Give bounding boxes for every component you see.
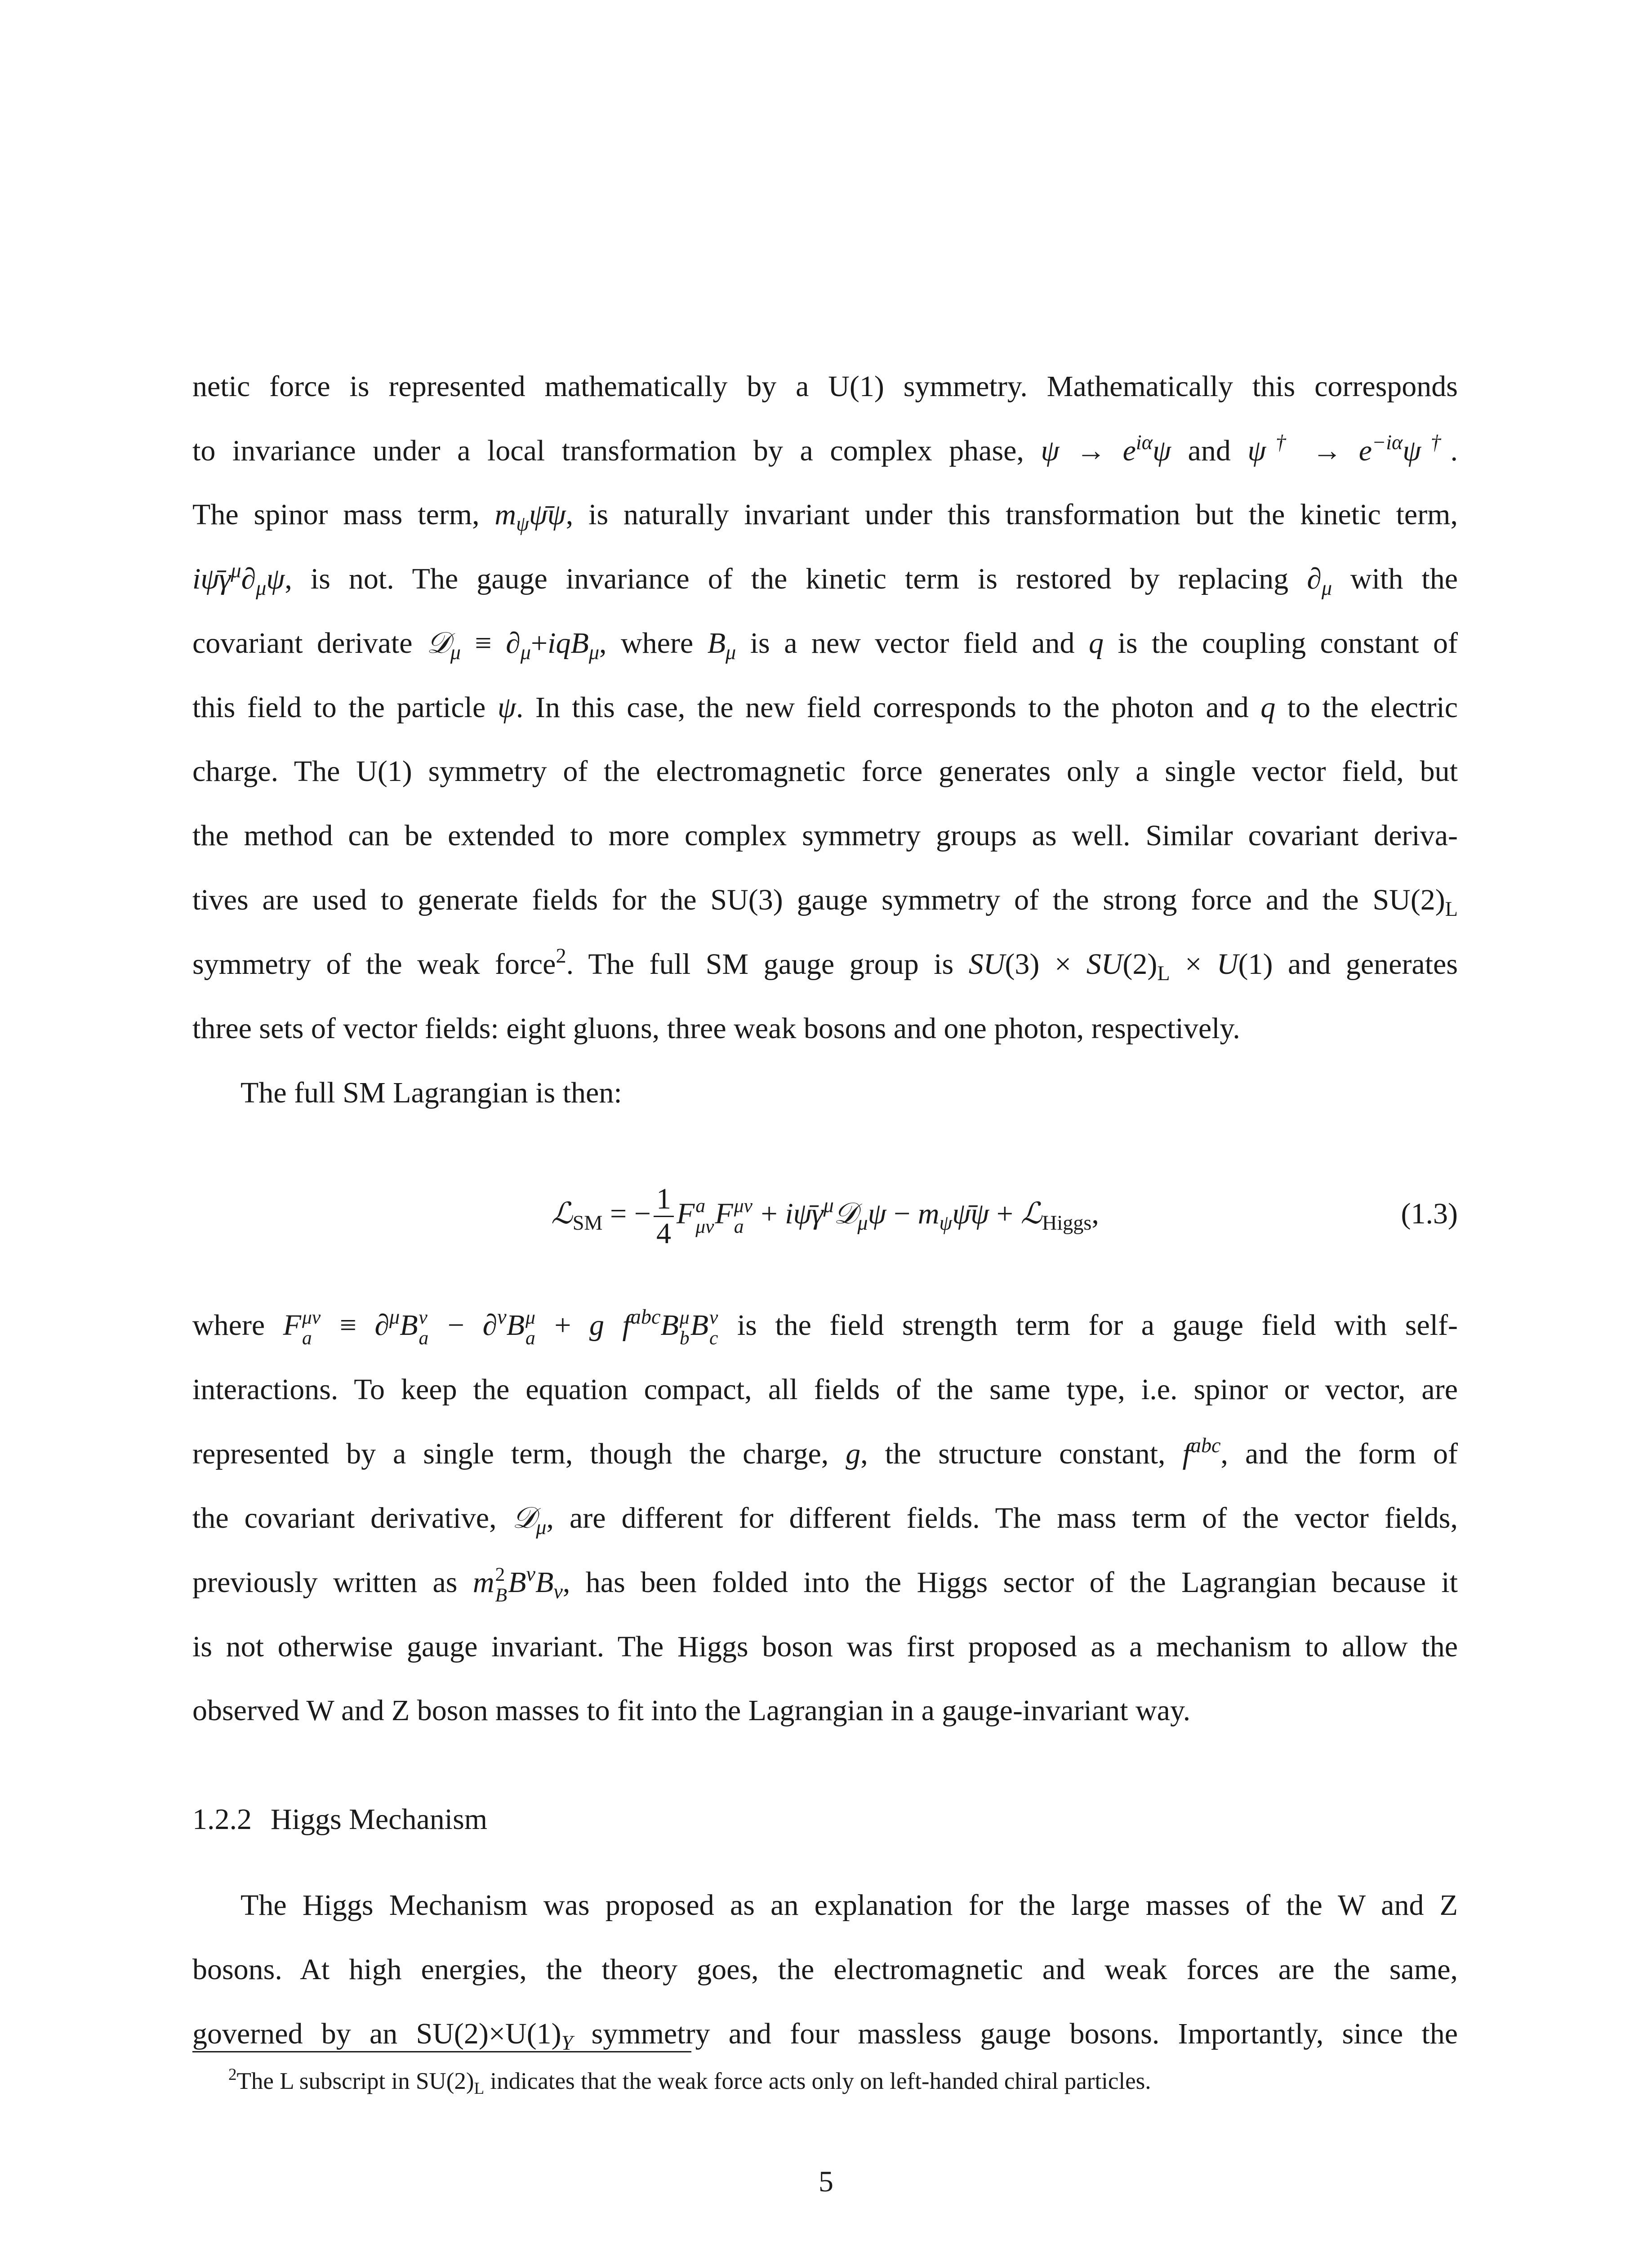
page-number: 5 [819,2165,833,2198]
text-line: represented by a single term, though the charge, g, the structure constant, $f^{abc}$, and the form of [192,1433,1458,1470]
text-line: The full SM Lagrangian is then: [240,1076,622,1109]
text-line: symmetry of the weak force$^2$. The full SM gauge group is $SU(3) \times SU(2)_L \times U(1)$ and generates [192,944,1458,985]
text-line: charge. The U(1) symmetry of the electromagnetic force generates only a single vector field, but [192,755,1458,788]
footnote-marker: 2 [228,2065,237,2084]
text-line: where F μν a ≡ ∂$^\mu$B ν a − ∂$^\nu$B μ a + g $f^{abc}B$ μ b B ν c is the field strength term for a gauge field with self- [192,1305,1458,1349]
footnote: $^2$The L subscript in $SU(2)_L$ indicates that the weak force acts only on left-handed chiral particles. [228,2065,1151,2098]
section-number: 1.2.2 [192,1803,252,1836]
text-line: The Higgs Mechanism was proposed as an explanation for the large masses of the W and Z [240,1889,1458,1922]
text-line: governed by an $SU(2)\times U(1)_Y$ symmetry and four massless gauge bosons. Importantly, since the [192,2017,1458,2054]
equation-number: (1.3) [1401,1197,1458,1230]
lagrangian-equation: ℒ$_{SM}$ = − $\frac{1}{4}$ F a μν F μν a + $i\psī\gamma^\mu 𝒟_\mu\psi$ − $m_\psi\psī\psi$ + ℒ$_{Higgs}$, [551,1182,1099,1250]
text-line: to invariance under a local transformation by a complex phase, $\psi \to e^{i\alpha}\psi$ and $\psi^\dagger \to e^{-i\alpha}\psi^\dagger$. [192,430,1458,467]
text-line: is not otherwise gauge invariant. The Higgs boson was first proposed as a mechanism to allow the [192,1630,1458,1663]
text-line: covariant derivate 𝒟$_\mu$ ≡ $\partial_\mu+iqB_\mu$, where $B_\mu$ is a new vector field and q is the coupling constant of [192,627,1458,664]
text-line: interactions. To keep the equation compact, all fields of the same type, i.e. spinor or vector, are [192,1373,1458,1406]
text-line: previously written as m 2 B $B^\nu B_\nu$, has been folded into the Higgs sector of the Lagrangian because it [192,1562,1458,1606]
text-line: this field to the particle ψ. In this case, the new field corresponds to the photon and q to the electric [192,691,1458,724]
text-line: tives are used to generate fields for the SU(3) gauge symmetry of the strong force and the $SU(2)_L$ [192,883,1458,920]
text-line: observed W and Z boson masses to fit into the Lagrangian in a gauge-invariant way. [192,1694,1191,1727]
footnote-marker: 2 [556,944,566,967]
section-heading [192,1802,487,1838]
text-line: The spinor mass term, $m_\psi\psī\psi$, is naturally invariant under this transformation but the kinetic term, [192,498,1458,535]
text-line: netic force is represented mathematically by a U(1) symmetry. Mathematically this corresponds [192,370,1458,403]
footnote-rule [192,2051,691,2052]
section-title: Higgs Mechanism [271,1803,488,1836]
text-line: $i\psī\gamma^\mu\partial_\mu\psi$, is not. The gauge invariance of the kinetic term is restored by replacing $\partial_\mu$ with the [192,558,1458,599]
equation-1-3 [192,1167,1458,1261]
fraction-one-quarter: $\frac{1}{4}$ [654,1184,674,1249]
text-line: three sets of vector fields: eight gluons, three weak bosons and one photon, respectively. [192,1012,1240,1045]
text-line: the covariant derivative, 𝒟$_\mu$, are different for different fields. The mass term of the vector fields, [192,1502,1458,1539]
text-line: bosons. At high energies, the theory goes, the electromagnetic and weak forces are the same, [192,1953,1458,1986]
text-line: the method can be extended to more complex symmetry groups as well. Similar covariant deriva- [192,819,1458,852]
